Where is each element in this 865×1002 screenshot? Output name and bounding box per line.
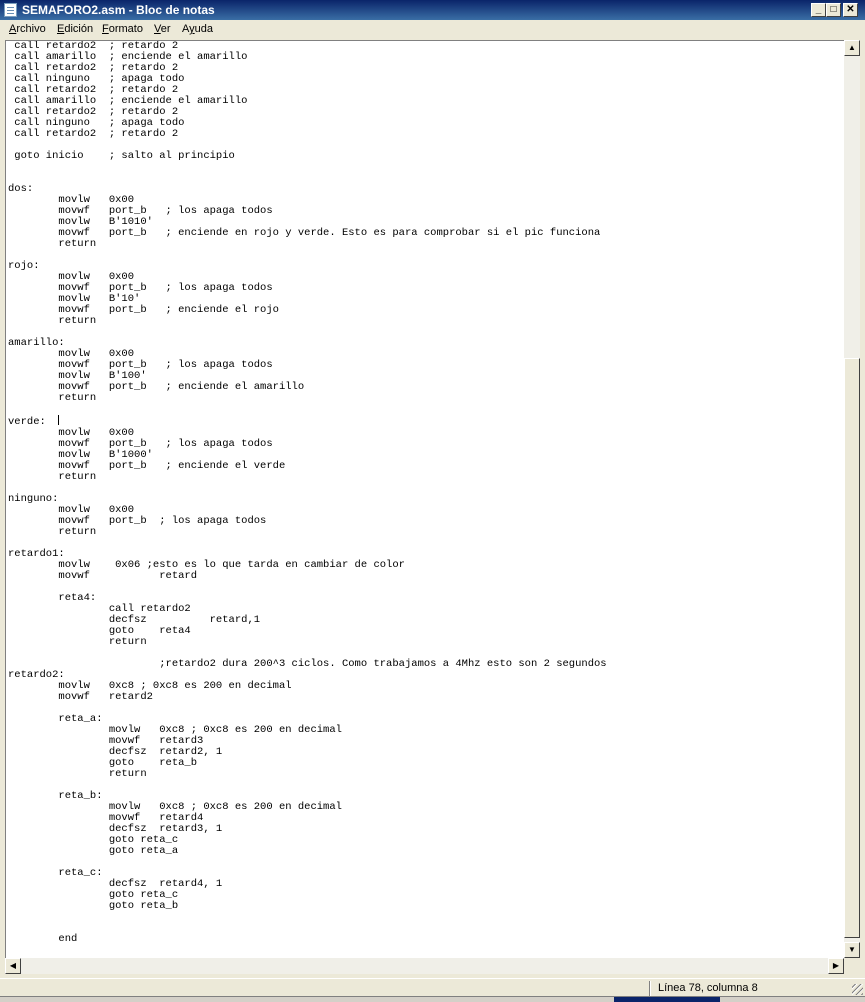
code-before-caret: call retardo2 ; retardo 2 call amarillo ; enciende el amarillo call retardo2 ; retardo 2 call ninguno ; apaga todo call retardo2 ; retardo 2 call amarillo ; enciende el amarillo call retardo2 ; retardo 2 call ninguno ; apaga todo call retardo2 ; retardo 2 goto inicio ; salto al principio dos: movlw 0x00 movwf port_b ; los apaga todos movlw B'1010' movwf port_b ; enciende en rojo y verde. Esto es para comprobar si el pic funciona return rojo: movlw 0x00 movwf port_b ; los apaga todos movlw B'10' movwf port_b ; enciende el rojo return amarillo: movlw 0x00 movwf port_b ; los apaga todos movlw B'100' movwf port_b ; enciende el amarillo return verde: — [8, 40, 601, 428]
minimize-button[interactable]: _ — [811, 3, 826, 17]
vertical-scroll-thumb[interactable] — [844, 358, 860, 938]
scroll-up-button[interactable]: ▲ — [844, 40, 860, 56]
text-caret — [58, 415, 59, 425]
menu-edicion[interactable]: Edición — [57, 23, 94, 35]
status-bar — [0, 978, 865, 997]
vertical-scrollbar[interactable] — [844, 40, 860, 958]
status-separator — [649, 981, 650, 996]
taskbar-strip — [0, 996, 865, 1002]
menu-formato[interactable]: Formato — [102, 23, 143, 35]
resize-grip-icon[interactable] — [852, 984, 863, 995]
scroll-right-button[interactable]: ▶ — [828, 958, 844, 974]
text-editor[interactable] — [5, 40, 844, 958]
menu-ayuda[interactable]: Ayuda — [182, 23, 213, 35]
title-bar[interactable] — [0, 0, 865, 20]
cursor-position: Línea 78, columna 8 — [658, 982, 758, 994]
window-title: SEMAFORO2.asm - Bloc de notas — [22, 3, 215, 17]
horizontal-scrollbar[interactable] — [5, 958, 844, 974]
notepad-icon — [4, 3, 17, 17]
menu-bar — [0, 20, 865, 39]
editor-text[interactable] — [6, 41, 844, 945]
close-button[interactable]: ✕ — [843, 3, 858, 17]
code-after-caret: movlw 0x00 movwf port_b ; los apaga todos movlw B'1000' movwf port_b ; enciende el verde return ninguno: movlw 0x00 movwf port_b ; los apaga todos return retardo1: movlw 0x06 ;esto es lo que tarda en cambiar de color movwf retard reta4: call retardo2 decfsz retard,1 goto reta4 return ;retardo2 dura 200^3 ciclos. Como trabajamos a 4Mhz esto son 2 segundos retardo2: movlw 0xc8 ; 0xc8 es 200 en decimal movwf retard2 reta_a: movlw 0xc8 ; 0xc8 es 200 en decimal movwf retard3 decfsz retard2, 1 goto reta_b return reta_b: movlw 0xc8 ; 0xc8 es 200 en decimal movwf retard4 decfsz retard3, 1 goto reta_c goto reta_a reta_c: decfsz retard4, 1 goto reta_c goto reta_b end — [8, 427, 607, 945]
scrollbar-corner — [844, 958, 860, 974]
taskbar-active-button[interactable] — [614, 997, 720, 1002]
scroll-left-button[interactable]: ◀ — [5, 958, 21, 974]
maximize-button[interactable]: □ — [826, 3, 841, 17]
menu-archivo[interactable]: Archivo — [9, 23, 46, 35]
menu-ver[interactable]: Ver — [154, 23, 171, 35]
scroll-down-button[interactable]: ▼ — [844, 942, 860, 958]
